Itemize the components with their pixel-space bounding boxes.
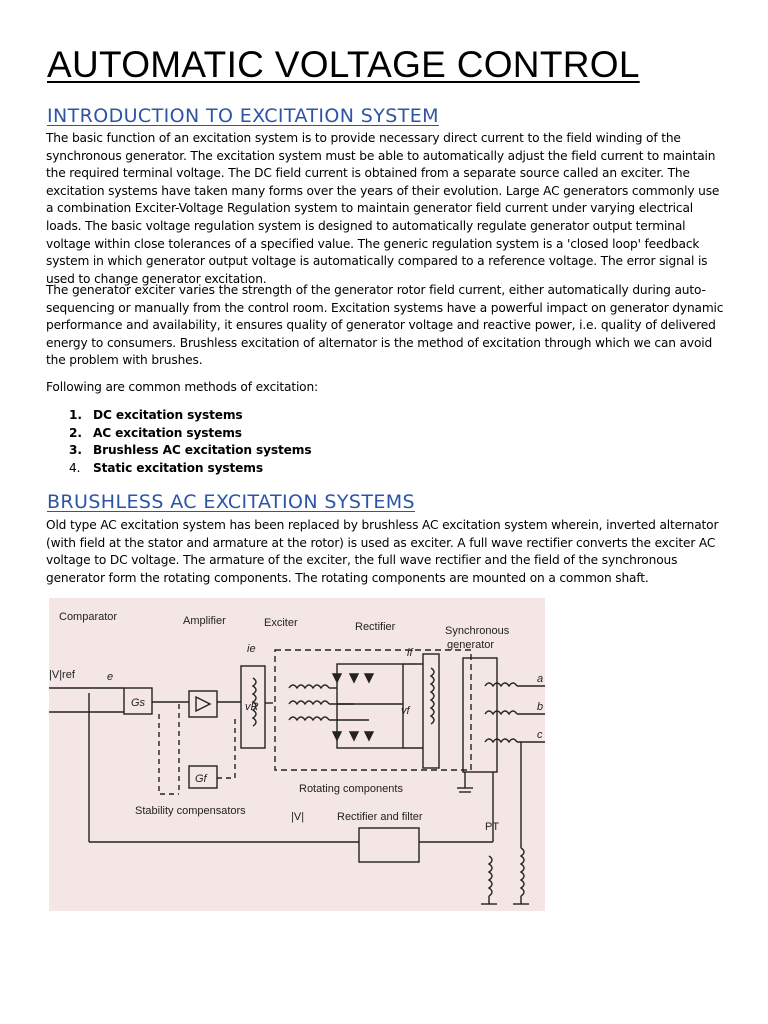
label-e: e xyxy=(107,671,114,683)
label-pt: PT xyxy=(485,821,500,833)
list-item: 2. AC excitation systems xyxy=(69,425,242,440)
label-ie: ie xyxy=(247,643,256,655)
list-item: 1. DC excitation systems xyxy=(69,408,243,422)
label-abs-v: |V| xyxy=(291,811,305,823)
label-vref: |V|ref xyxy=(49,669,75,681)
diagram-svg xyxy=(49,598,545,911)
label-stability-compensators: Stability compensators xyxy=(135,805,246,817)
label-generator: generator xyxy=(447,639,495,651)
label-phase-b: b xyxy=(537,701,544,713)
page-title: AUTOMATIC VOLTAGE CONTROL xyxy=(47,44,640,85)
label-gs: Gs xyxy=(131,697,146,709)
list-item: 3. Brushless AC excitation systems xyxy=(69,443,312,458)
brushless-excitation-diagram xyxy=(49,598,545,911)
label-comparator: Comparator xyxy=(59,611,118,623)
section-heading-introduction: INTRODUCTION TO EXCITATION SYSTEM xyxy=(47,105,439,127)
label-if: if xyxy=(407,647,413,659)
label-rotating-components: Rotating components xyxy=(299,783,403,795)
brushless-paragraph: Old type AC excitation system has been replaced by brushless AC excitation system wherein, inverted alternator (with field at the stator and armature at the rotor) is used as exciter. A full wave rectifier converts the exciter AC voltage to DC voltage. The armature of the exciter, the full wave rectifier and the field of the synchronous generator form the rotating components. The rotating components are mounted on a common shaft. xyxy=(46,518,719,585)
label-vr: vR xyxy=(245,701,259,713)
intro-paragraph-2: The generator exciter varies the strength of the generator rotor field current, either automatically during auto-sequencing or manually from the control room. Excitation systems have a powerful impact on generator dynamic performance and availability, it ensures quality of generator voltage and reactive power, i.e. quality of delivered energy to consumers. Brushless excitation of alternator is the method of excitation through which we can avoid the problem with brushes. xyxy=(46,283,724,368)
label-synchronous: Synchronous xyxy=(445,625,510,637)
label-phase-a: a xyxy=(537,673,544,685)
label-exciter: Exciter xyxy=(264,617,298,629)
label-gf: Gf xyxy=(195,773,207,785)
intro-paragraph-3: Following are common methods of excitation: xyxy=(46,380,319,394)
label-amplifier: Amplifier xyxy=(183,615,226,627)
label-rectifier: Rectifier xyxy=(355,621,396,633)
intro-paragraph-1: The basic function of an excitation system is to provide necessary direct current to the field winding of the synchronous generator. The excitation system must be able to automatically adjust the field current to maintain the required terminal voltage. The DC field current is obtained from a separate source called an exciter. The excitation systems have taken many forms over the years of their evolution. Large AC generators commonly use a combination Exciter-Voltage Regulation system to maintain generator field current under varying electrical loads. The basic voltage regulation system is designed to automatically regulate generator output terminal voltage within close tolerances of a specified value. The generic regulation system is a 'closed loop' feedback system in which generator output voltage is automatically compared to a reference voltage. The error signal is used to change generator excitation. xyxy=(46,131,720,286)
label-vf: vf xyxy=(401,705,410,717)
section-heading-brushless: BRUSHLESS AC EXCITATION SYSTEMS xyxy=(47,491,415,513)
excitation-methods-list xyxy=(47,407,311,477)
label-phase-c: c xyxy=(537,729,543,741)
list-item: 4. Static excitation systems xyxy=(69,460,263,475)
label-rectifier-filter: Rectifier and filter xyxy=(337,811,423,823)
